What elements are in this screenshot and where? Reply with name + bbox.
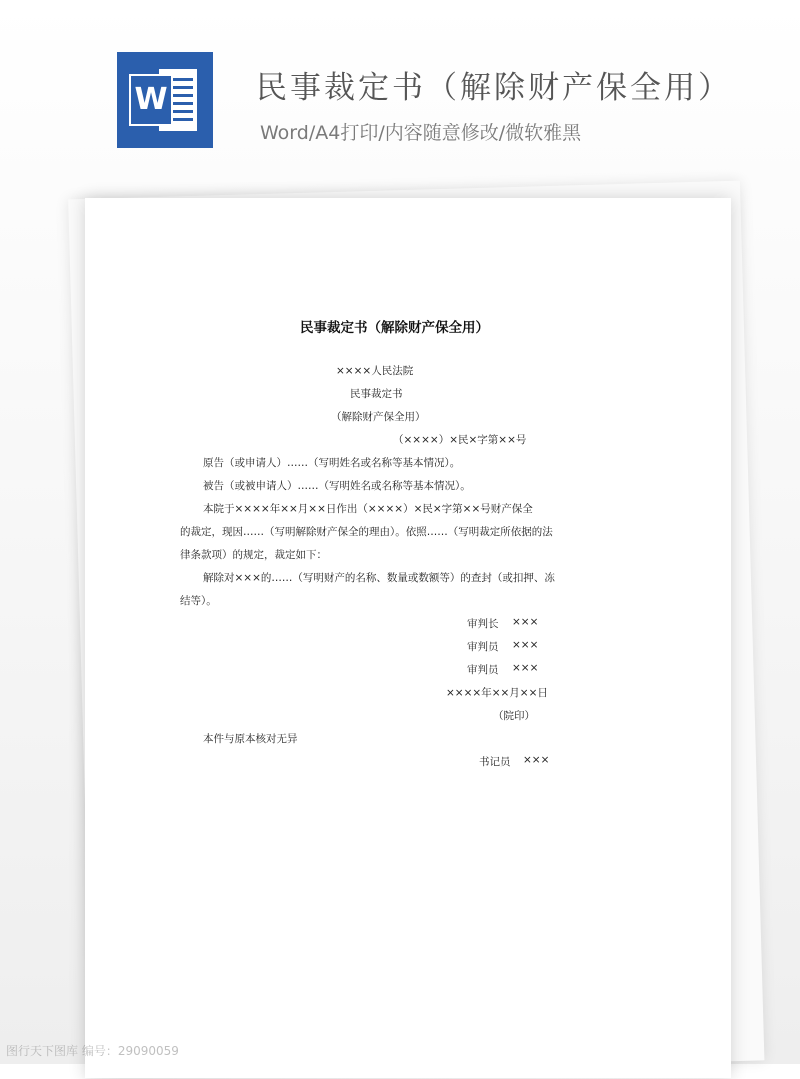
- ruling-date: ××××年××月××日: [446, 687, 548, 699]
- signature-role: 审判长: [467, 618, 499, 630]
- verify-note: 本件与原本核对无异: [203, 733, 298, 745]
- header-subtitle: Word/A4打印/内容随意修改/微软雅黑: [260, 122, 582, 144]
- body-line: 的裁定，现因……（写明解除财产保全的理由）。依照……（写明裁定所依据的法: [180, 526, 553, 538]
- ruling-line: 结等）。: [180, 595, 217, 607]
- word-logo-letter: W: [134, 82, 168, 117]
- body-line: 律条款项）的规定，裁定如下：: [180, 549, 327, 561]
- watermark: 图行天下图库 编号：29090059: [6, 1044, 179, 1058]
- clerk-role: 书记员: [479, 756, 511, 768]
- header-title: 民事裁定书（解除财产保全用）: [256, 70, 732, 106]
- doc-type: 民事裁定书: [350, 388, 403, 400]
- case-number: （××××）×民×字第××号: [393, 434, 527, 446]
- court-name: ××××人民法院: [336, 365, 414, 377]
- signature-name: ×××: [512, 616, 539, 628]
- plaintiff-line: 原告（或申请人）……（写明姓名或名称等基本情况）。: [203, 457, 461, 469]
- body-line: 本院于××××年××月××日作出（××××）×民×字第××号财产保全: [203, 503, 533, 515]
- signature-name: ×××: [512, 662, 539, 674]
- court-seal: （院印）: [493, 710, 535, 722]
- doc-subtype: （解除财产保全用）: [331, 411, 426, 423]
- document-title: 民事裁定书（解除财产保全用）: [300, 320, 489, 336]
- signature-name: ×××: [512, 639, 539, 651]
- signature-role: 审判员: [467, 641, 499, 653]
- defendant-line: 被告（或被申请人）……（写明姓名或名称等基本情况）。: [203, 480, 471, 492]
- ruling-line: 解除对×××的……（写明财产的名称、数量或数额等）的查封（或扣押、冻: [203, 572, 555, 584]
- signature-role: 审判员: [467, 664, 499, 676]
- clerk-name: ×××: [523, 754, 550, 766]
